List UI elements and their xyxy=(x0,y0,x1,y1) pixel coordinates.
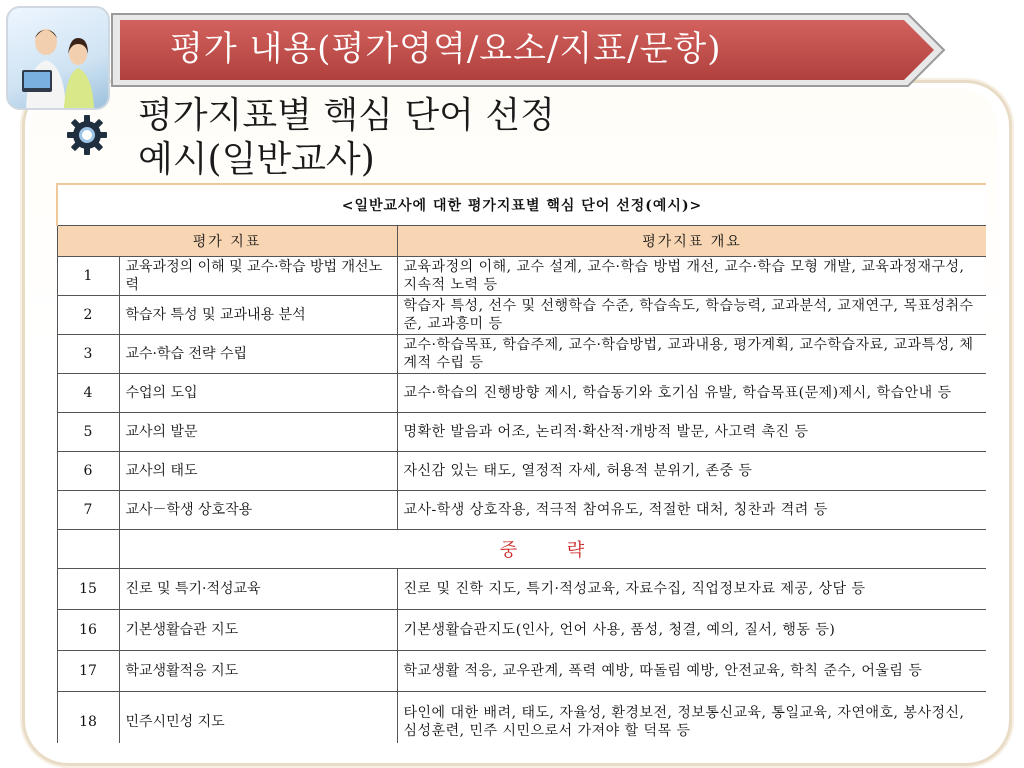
row-summary: 교사-학생 상호작용, 적극적 참여유도, 적절한 대처, 칭찬과 격려 등 xyxy=(397,491,986,530)
table-row xyxy=(57,610,986,651)
row-summary: 교수·학습의 진행방향 제시, 학습동기와 호기심 유발, 학습목표(문제)제시, 학습안내 등 xyxy=(397,374,986,413)
row-number: 18 xyxy=(57,692,119,744)
table-row xyxy=(57,335,986,374)
row-indicator: 교수·학습 전략 수립 xyxy=(119,335,397,374)
table-row xyxy=(57,374,986,413)
row-number: 4 xyxy=(57,374,119,413)
row-indicator: 교육과정의 이해 및 교수·학습 방법 개선노력 xyxy=(119,257,397,296)
row-number: 7 xyxy=(57,491,119,530)
heading-line-2: 예시(일반교사) xyxy=(138,139,375,180)
banner-title: 평가 내용(평가영역/요소/지표/문항) xyxy=(170,29,722,69)
gear-icon xyxy=(66,114,108,156)
table-row xyxy=(57,692,986,744)
indicator-table xyxy=(56,183,986,743)
row-summary: 교수·학습목표, 학습주제, 교수·학습방법, 교과내용, 평가계획, 교수학습자료, 교과특성, 체계적 수립 등 xyxy=(397,335,986,374)
teachers-photo xyxy=(6,6,110,110)
row-indicator: 학습자 특성 및 교과내용 분석 xyxy=(119,296,397,335)
column-header-summary: 평가지표 개요 xyxy=(397,226,986,257)
table-row xyxy=(57,296,986,335)
row-indicator: 교사의 발문 xyxy=(119,413,397,452)
table-row xyxy=(57,413,986,452)
row-indicator: 교사－학생 상호작용 xyxy=(119,491,397,530)
row-indicator: 학교생활적응 지도 xyxy=(119,651,397,692)
row-indicator: 수업의 도입 xyxy=(119,374,397,413)
row-summary: 타인에 대한 배려, 태도, 자율성, 환경보전, 정보통신교육, 통일교육, 자연애호, 봉사정신, 심성훈련, 민주 시민으로서 가져야 할 덕목 등 xyxy=(397,692,986,744)
row-number: 1 xyxy=(57,257,119,296)
heading-line-1: 평가지표별 핵심 단어 선정 xyxy=(138,95,555,136)
row-indicator: 진로 및 특기·적성교육 xyxy=(119,569,397,610)
row-number: 3 xyxy=(57,335,119,374)
column-header-indicator: 평가 지표 xyxy=(57,226,397,257)
row-indicator: 민주시민성 지도 xyxy=(119,692,397,744)
row-summary: 학교생활 적응, 교우관계, 폭력 예방, 따돌림 예방, 안전교육, 학칙 준수, 어울림 등 xyxy=(397,651,986,692)
row-summary: 진로 및 진학 지도, 특기·적성교육, 자료수집, 직업정보자료 제공, 상담 등 xyxy=(397,569,986,610)
row-number: 17 xyxy=(57,651,119,692)
table-row xyxy=(57,651,986,692)
table-row xyxy=(57,452,986,491)
row-number: 15 xyxy=(57,569,119,610)
omitted-label: 중 략 xyxy=(119,530,986,569)
row-summary: 기본생활습관지도(인사, 언어 사용, 품성, 청결, 예의, 질서, 행동 등) xyxy=(397,610,986,651)
row-number: 5 xyxy=(57,413,119,452)
title-banner xyxy=(108,10,948,90)
row-number: 16 xyxy=(57,610,119,651)
row-number: 2 xyxy=(57,296,119,335)
row-summary: 학습자 특성, 선수 및 선행학습 수준, 학습속도, 학습능력, 교과분석, 교재연구, 목표성취수준, 교과흥미 등 xyxy=(397,296,986,335)
row-indicator: 기본생활습관 지도 xyxy=(119,610,397,651)
table-caption: <일반교사에 대한 평가지표별 핵심 단어 선정(예시)> xyxy=(57,184,986,226)
row-summary: 교육과정의 이해, 교수 설계, 교수·학습 방법 개선, 교수·학습 모형 개발, 교육과정재구성, 지속적 노력 등 xyxy=(397,257,986,296)
table-row xyxy=(57,257,986,296)
row-summary: 명확한 발음과 어조, 논리적·확산적·개방적 발문, 사고력 촉진 등 xyxy=(397,413,986,452)
omitted-row xyxy=(57,530,986,569)
row-indicator: 교사의 태도 xyxy=(119,452,397,491)
table-row xyxy=(57,491,986,530)
slide-heading xyxy=(138,94,738,182)
table-row xyxy=(57,569,986,610)
row-summary: 자신감 있는 태도, 열정적 자세, 허용적 분위기, 존중 등 xyxy=(397,452,986,491)
row-number: 6 xyxy=(57,452,119,491)
